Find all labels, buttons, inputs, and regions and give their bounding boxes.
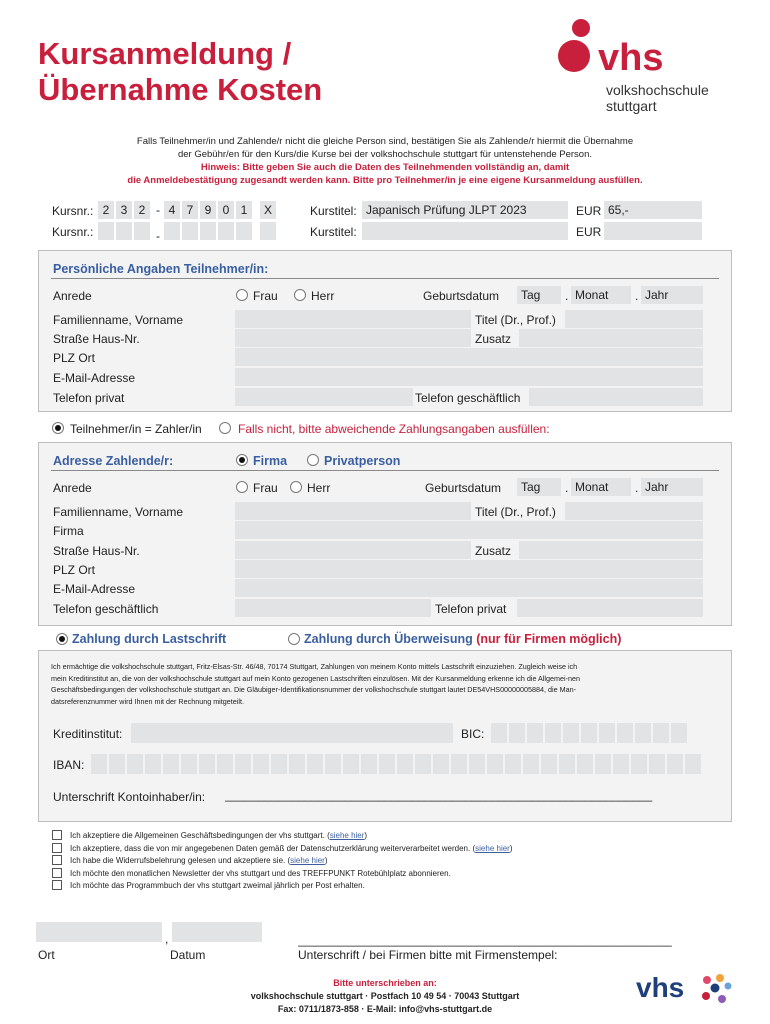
payer-zusatz-label: Zusatz <box>475 544 512 558</box>
iban-label: IBAN: <box>53 758 85 772</box>
paren: ) <box>324 856 328 865</box>
kursnr-field-1[interactable] <box>98 201 278 219</box>
unterschrift-line[interactable]: ________________________________________________________________ <box>225 788 653 802</box>
payer-tel-privat-field[interactable] <box>517 599 703 617</box>
firma-option-label: Firma <box>253 454 288 468</box>
lastschrift-radio[interactable] <box>56 633 68 645</box>
privatperson-option-label: Privatperson <box>324 454 401 468</box>
iban-char[interactable] <box>253 754 269 774</box>
iban-char[interactable] <box>541 754 557 774</box>
payment-section <box>38 650 732 822</box>
programmbuch-checkbox[interactable] <box>52 880 62 890</box>
paren: ) <box>364 831 368 840</box>
intro-line-1: Falls Teilnehmer/in und Zahlende/r nicht die gleiche Person sind, bestätigen Sie als Zahlende/r hiermit die Übernahme <box>136 136 634 147</box>
logo-sub-2: stuttgart <box>606 98 657 114</box>
herr-radio[interactable] <box>294 289 306 301</box>
iban-char[interactable] <box>91 754 107 774</box>
payer-birth-day-field[interactable]: Tag <box>517 478 561 496</box>
bic-char[interactable] <box>581 723 597 743</box>
iban-char[interactable] <box>505 754 521 774</box>
kursnr-digit[interactable] <box>116 222 132 240</box>
iban-char[interactable] <box>397 754 413 774</box>
payer-tel-geschaeftlich-field[interactable] <box>235 599 431 617</box>
paren: ( <box>472 843 476 853</box>
iban-char[interactable] <box>307 754 323 774</box>
payer-titel-field[interactable] <box>565 502 703 520</box>
kursnr-digit[interactable]: 4 <box>164 201 180 219</box>
payer-firma-label: Firma <box>53 524 84 538</box>
payer-herr-label: Herr <box>307 481 331 495</box>
kursnr-digit[interactable] <box>98 222 114 240</box>
lastschrift-label: Zahlung durch Lastschrift <box>72 632 227 646</box>
footer-contact: Fax: 0711/1873-858 · E-Mail: info@vhs-stuttgart.de <box>277 1004 493 1014</box>
iban-char[interactable] <box>649 754 665 774</box>
payer-plz-field[interactable] <box>235 560 703 578</box>
iban-char[interactable] <box>595 754 611 774</box>
paren: ( <box>327 831 330 840</box>
payer-divider <box>51 470 719 471</box>
kursnr-digit[interactable] <box>182 222 198 240</box>
agb-link[interactable]: siehe hier <box>329 831 365 840</box>
tel-geschaeftlich-field[interactable] <box>529 388 703 406</box>
kursnr-label-1: Kursnr.: <box>52 204 94 218</box>
widerruf-link[interactable]: siehe hier <box>290 856 325 865</box>
paren: ( <box>287 856 291 865</box>
frau-radio[interactable] <box>236 289 248 301</box>
consent-programmbuch-label: Ich möchte das Programmbuch der vhs stuttgart zweimal jährlich per Post erhalten. <box>70 881 365 890</box>
kursnr-digit[interactable]: 7 <box>182 201 198 219</box>
iban-char[interactable] <box>343 754 359 774</box>
datum-label: Datum <box>170 948 206 962</box>
different-payer-label: Falls nicht, bitte abweichende Zahlungsangaben ausfüllen: <box>238 422 550 436</box>
zusatz-field[interactable] <box>519 329 703 347</box>
kursnr-digit[interactable] <box>236 222 252 240</box>
ueberweisung-note: (nur für Firmen möglich) <box>476 632 622 646</box>
footer-logo-word: vhs <box>636 972 685 1003</box>
payer-frau-radio[interactable] <box>236 481 248 493</box>
kurstitel-field-2[interactable] <box>362 222 568 240</box>
intro-hint-2: die Anmeldebestätigung zugesandt werden kann. Bitte pro Teilnehmer/in je eine eigene Kursanmeldung ausfüllen. <box>127 175 643 186</box>
eur-field-1[interactable]: 65,- <box>604 201 702 219</box>
participant-section <box>38 250 732 412</box>
payer-birth-year-field[interactable]: Jahr <box>641 478 703 496</box>
payer-titel-label: Titel (Dr., Prof.) <box>475 505 556 519</box>
iban-char[interactable] <box>469 754 485 774</box>
iban-char[interactable] <box>577 754 593 774</box>
intro-line-2: der Gebühr/en für den Kurs/die Kurse bei der volkshochschule stuttgart für untenstehende Person. <box>177 149 593 160</box>
title-line-1: Kursanmeldung / <box>38 36 292 71</box>
iban-char[interactable] <box>361 754 377 774</box>
privatperson-radio[interactable] <box>307 454 319 466</box>
signature-label: Unterschrift / bei Firmen bitte mit Firmenstempel: <box>298 948 558 962</box>
iban-char[interactable] <box>217 754 233 774</box>
datum-field[interactable] <box>172 922 262 942</box>
iban-char[interactable] <box>163 754 179 774</box>
consent-widerruf-text <box>70 855 328 867</box>
bic-char[interactable] <box>599 723 615 743</box>
logo-sub-1: volkshochschule <box>606 82 709 98</box>
payer-herr-radio[interactable] <box>290 481 302 493</box>
footer-send: Bitte unterschrieben an: <box>333 978 437 988</box>
eur-field-2[interactable] <box>604 222 702 240</box>
ort-field[interactable] <box>36 922 162 942</box>
frau-label: Frau <box>253 289 278 303</box>
iban-char[interactable] <box>289 754 305 774</box>
titel-field[interactable] <box>565 310 703 328</box>
kursnr-dash: - <box>156 203 160 217</box>
date-dot: . <box>565 289 569 303</box>
agb-checkbox[interactable] <box>52 830 62 840</box>
ort-label: Ort <box>38 948 55 962</box>
kursnr-dash: - <box>156 229 160 243</box>
titel-label: Titel (Dr., Prof.) <box>475 313 556 327</box>
datenschutz-link[interactable]: siehe hier <box>475 843 510 853</box>
payer-zusatz-field[interactable] <box>519 541 703 559</box>
date-dot: . <box>635 481 639 495</box>
participant-divider <box>51 278 719 279</box>
date-dot: . <box>635 289 639 303</box>
consent-widerruf-label: Ich habe die Widerrufsbelehrung gelesen und akzeptiere sie. <box>70 856 286 865</box>
kursnr-label-2: Kursnr.: <box>52 225 94 239</box>
consent-datenschutz <box>52 843 732 855</box>
ueberweisung-text: Zahlung durch Überweisung <box>304 632 473 646</box>
iban-char[interactable] <box>127 754 143 774</box>
newsletter-checkbox[interactable] <box>52 868 62 878</box>
payer-strasse-field[interactable] <box>235 541 471 559</box>
consent-newsletter-label: Ich möchte den monatlichen Newsletter der vhs stuttgart und des TREFFPUNKT Rotebühlplatz abonnieren. <box>70 868 451 878</box>
kreditinstitut-field[interactable] <box>131 723 453 743</box>
consents <box>52 830 732 892</box>
iban-char[interactable] <box>199 754 215 774</box>
tel-geschaeftlich-label: Telefon geschäftlich <box>415 391 521 405</box>
iban-char[interactable] <box>559 754 575 774</box>
mandate-text <box>51 661 723 707</box>
kursnr-digit[interactable]: 3 <box>116 201 132 219</box>
bic-char[interactable] <box>653 723 669 743</box>
mandate-line-3: Geschäftsbedingungen der volkshochschule stuttgart an. Die Gläubiger-Identifikationsnummer der volkshochschule stuttgart lautet DE54VHS00000005884, die Man- <box>51 685 576 694</box>
iban-field[interactable] <box>91 754 703 779</box>
participant-heading: Persönliche Angaben Teilnehmer/in: <box>53 262 269 276</box>
consent-widerruf <box>52 855 732 867</box>
birth-year-field[interactable]: Jahr <box>641 286 703 304</box>
kursnr-digit[interactable] <box>134 222 150 240</box>
payer-section <box>38 442 732 626</box>
iban-char[interactable] <box>181 754 197 774</box>
payer-anrede-label: Anrede <box>53 481 92 495</box>
bic-label: BIC: <box>461 727 485 741</box>
widerruf-checkbox[interactable] <box>52 855 62 865</box>
plz-label: PLZ Ort <box>53 351 96 365</box>
iban-char[interactable] <box>379 754 395 774</box>
footer-logo <box>636 970 736 1010</box>
birth-day-field[interactable]: Tag <box>517 286 561 304</box>
iban-char[interactable] <box>451 754 467 774</box>
firma-radio[interactable] <box>236 454 248 466</box>
bic-char[interactable] <box>617 723 633 743</box>
birth-month-field[interactable]: Monat <box>571 286 631 304</box>
page-title <box>38 36 322 108</box>
name-label: Familienname, Vorname <box>53 313 184 327</box>
bic-char[interactable] <box>527 723 543 743</box>
ueberweisung-label <box>304 632 621 646</box>
payer-email-label: E-Mail-Adresse <box>53 582 136 596</box>
kursnr-digit[interactable]: 2 <box>134 201 150 219</box>
payer-name-label: Familienname, Vorname <box>53 505 184 519</box>
iban-char[interactable] <box>487 754 503 774</box>
strasse-field[interactable] <box>235 329 471 347</box>
iban-char[interactable] <box>685 754 701 774</box>
payer-email-field[interactable] <box>235 579 703 597</box>
kursnr-digit[interactable]: 9 <box>200 201 216 219</box>
intro-text <box>60 135 710 187</box>
bic-field[interactable] <box>491 723 689 748</box>
iban-char[interactable] <box>667 754 683 774</box>
kreditinstitut-label: Kreditinstitut: <box>53 727 123 741</box>
bic-char[interactable] <box>635 723 651 743</box>
payer-birth-month-field[interactable]: Monat <box>571 478 631 496</box>
name-field[interactable] <box>235 310 471 328</box>
iban-char[interactable] <box>235 754 251 774</box>
different-payer-radio[interactable] <box>219 422 231 434</box>
date-dot: . <box>565 481 569 495</box>
bic-char[interactable] <box>491 723 507 743</box>
email-field[interactable] <box>235 368 703 386</box>
mandate-line-1: Ich ermächtige die volkshochschule stuttgart, Fritz-Elsas-Str. 46/48, 70174 Stuttgart, Zahlungen von meinem Konto mittels Lastschrift einzuziehen. Zugleich weise ich <box>51 662 578 671</box>
footer <box>170 977 600 1016</box>
payer-name-field[interactable] <box>235 502 471 520</box>
iban-char[interactable] <box>415 754 431 774</box>
mandate-line-2: mein Kreditinstitut an, die von der volkshochschule stuttgart auf mein Konto gezogenen Lastschriften einzulösen. Mit der Kursanmeldung erkenne ich die Allgemei-nen <box>51 673 580 683</box>
bic-char[interactable] <box>563 723 579 743</box>
iban-char[interactable] <box>613 754 629 774</box>
ueberweisung-radio[interactable] <box>288 633 300 645</box>
payer-tel-privat-label: Telefon privat <box>435 602 507 616</box>
payer-geburtsdatum-label: Geburtsdatum <box>425 481 502 495</box>
bic-char[interactable] <box>545 723 561 743</box>
payer-strasse-label: Straße Haus-Nr. <box>53 544 140 558</box>
eur-label-1: EUR <box>576 204 602 218</box>
anrede-label: Anrede <box>53 289 92 303</box>
vhs-logo <box>556 18 736 118</box>
kursnr-digit[interactable]: X <box>260 201 276 219</box>
same-payer-radio[interactable] <box>52 422 64 434</box>
intro-hint-1: Hinweis: Bitte geben Sie auch die Daten des Teilnehmenden vollständig an, damit <box>200 162 570 173</box>
zusatz-label: Zusatz <box>475 332 512 346</box>
kursnr-digit[interactable]: 0 <box>218 201 234 219</box>
consent-agb-text <box>70 830 367 842</box>
plz-field[interactable] <box>235 348 703 366</box>
logo-word: vhs <box>598 37 664 79</box>
kursnr-field-2[interactable] <box>98 222 278 245</box>
kursnr-digit[interactable]: 2 <box>98 201 114 219</box>
tel-privat-field[interactable] <box>235 388 413 406</box>
signature-line[interactable]: ________________________________________________________ <box>298 933 672 947</box>
bic-char[interactable] <box>509 723 525 743</box>
payer-plz-label: PLZ Ort <box>53 563 96 577</box>
kursnr-digit[interactable] <box>164 222 180 240</box>
bic-char[interactable] <box>671 723 687 743</box>
payer-firma-field[interactable] <box>235 521 703 539</box>
consent-datenschutz-label: Ich akzeptiere, dass die von mir angegebenen Daten gemäß der Datenschutzerklärung weiterverarbeitet werden. <box>70 843 471 853</box>
tel-privat-label: Telefon privat <box>53 391 125 405</box>
title-line-2: Übernahme Kosten <box>38 72 323 107</box>
iban-char[interactable] <box>433 754 449 774</box>
strasse-label: Straße Haus-Nr. <box>53 332 140 346</box>
paren: ) <box>509 843 513 853</box>
iban-char[interactable] <box>109 754 125 774</box>
footer-address: volkshochschule stuttgart · Postfach 10 49 54 · 70043 Stuttgart <box>250 991 520 1001</box>
consent-newsletter <box>52 868 732 880</box>
datenschutz-checkbox[interactable] <box>52 843 62 853</box>
kurstitel-label-2: Kurstitel: <box>310 225 357 239</box>
mandate-line-4: datsreferenznummer wird Ihnen mit der Rechnung mitgeteilt. <box>51 696 244 706</box>
kursnr-digit[interactable] <box>260 222 276 240</box>
footer-logo-dots-icon <box>698 972 734 1008</box>
email-label: E-Mail-Adresse <box>53 371 136 385</box>
kursnr-digit[interactable] <box>200 222 216 240</box>
geburtsdatum-label: Geburtsdatum <box>423 289 500 303</box>
iban-char[interactable] <box>631 754 647 774</box>
unterschrift-label: Unterschrift Kontoinhaber/in: <box>53 790 206 804</box>
consent-agb-label: Ich akzeptiere die Allgemeinen Geschäftsbedingungen der vhs stuttgart. <box>70 831 325 840</box>
signature-comma: , <box>165 932 169 946</box>
eur-label-2: EUR <box>576 225 602 239</box>
payer-tel-geschaeftlich-label: Telefon geschäftlich <box>53 602 159 616</box>
payer-heading: Adresse Zahlende/r: <box>53 454 174 468</box>
iban-char[interactable] <box>145 754 161 774</box>
herr-label: Herr <box>311 289 335 303</box>
consent-programmbuch <box>52 880 732 892</box>
kurstitel-label-1: Kurstitel: <box>310 204 357 218</box>
same-payer-label: Teilnehmer/in = Zahler/in <box>70 422 202 436</box>
kurstitel-field-1[interactable]: Japanisch Prüfung JLPT 2023 <box>362 201 568 219</box>
kursnr-digit[interactable] <box>218 222 234 240</box>
consent-agb <box>52 830 732 842</box>
consent-datenschutz-text <box>70 843 513 855</box>
iban-char[interactable] <box>523 754 539 774</box>
payer-frau-label: Frau <box>253 481 278 495</box>
iban-char[interactable] <box>271 754 287 774</box>
iban-char[interactable] <box>325 754 341 774</box>
kursnr-digit[interactable]: 1 <box>236 201 252 219</box>
